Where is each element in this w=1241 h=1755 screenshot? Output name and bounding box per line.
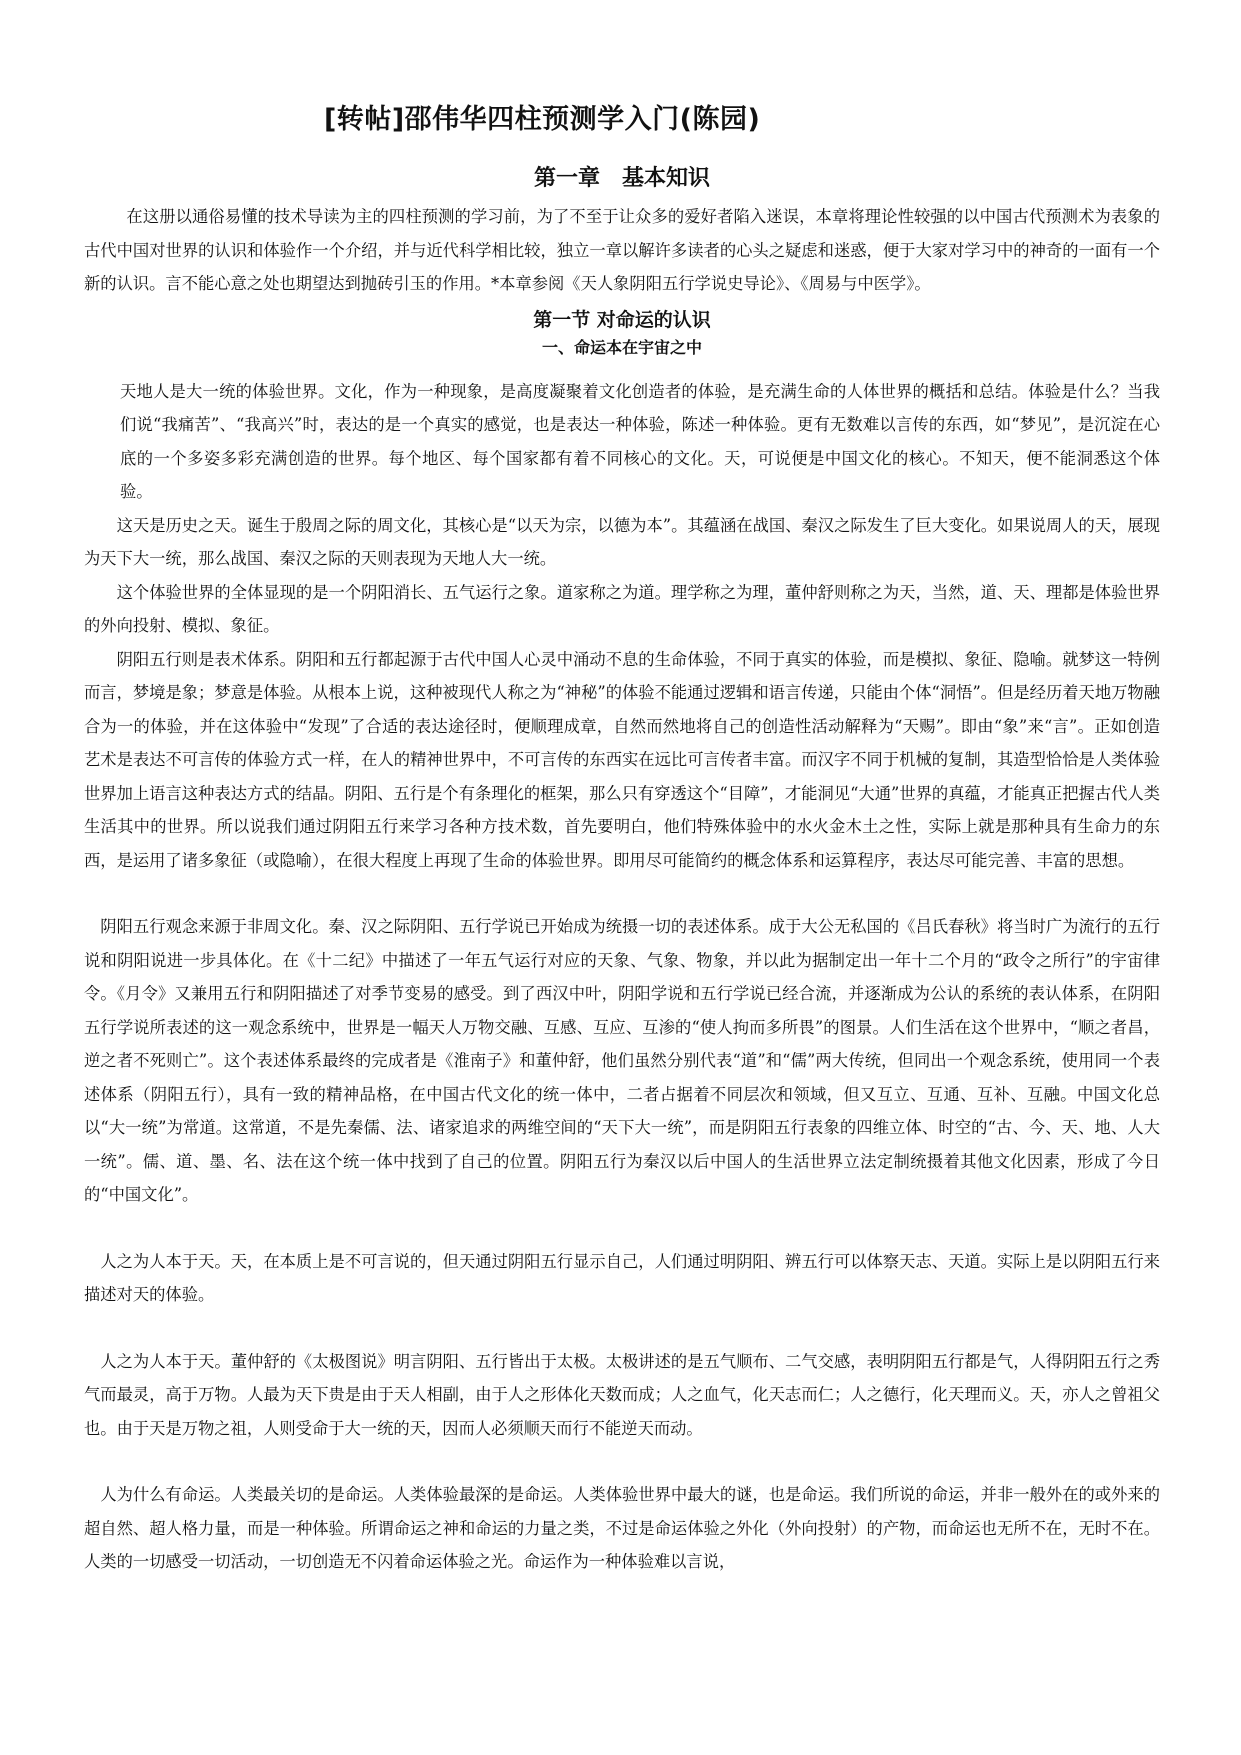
- section-title: 第一节 对命运的认识: [533, 308, 711, 331]
- subsection-title: 一、命运本在宇宙之中: [541, 337, 702, 357]
- document-title: [转帖]邵伟华四柱预测学入门(陈园): [324, 104, 761, 135]
- paragraph: 阴阳五行观念来源于非周文化。秦、汉之际阴阳、五行学说已开始成为统摄一切的表述体系。成于大公无私国的《吕氏春秋》将当时广为流行的五行说和阴阳说进一步具体化。在《十二纪》中描述了一年五气运行对应的天象、气象、物象，并以此为据制定出一年十二个月的“政令之所行”的宇宙律令。《月令》又兼用五行和阴阳描述了对季节变易的感受。到了西汉中叶，阴阳学说和五行学说已经合流，并逐渐成为公认的系统的表认体系，在阴阳五行学说所表述的这一观念系统中，世界是一幅天人万物交融、互感、互应、互渗的“使人拘而多所畏”的图景。人们生活在这个世界中，“顺之者昌，逆之者不死则亡”。这个表述体系最终的完成者是《淮南子》和董仲舒，他们虽然分别代表“道”和“儒”两大传统，但同出一个观念系统，使用同一个表述体系（阴阳五行），具有一致的精神品格，在中国古代文化的统一体中，二者占据着不同层次和领域，但又互立、互通、互补、互融。中国文化总以“大一统”为常道。这常道，不是先秦儒、法、诸家追求的两维空间的“天下大一统”，而是阴阳五行表象的四维立体、时空的“古、今、天、地、人大一统”。儒、道、墨、名、法在这个统一体中找到了自己的位置。阴阳五行为秦汉以后中国人的生活世界立法定制统摄着其他文化因素，形成了今日的“中国文化”。: [84, 917, 1161, 1204]
- paragraph: 天地人是大一统的体验世界。文化，作为一种现象，是高度凝聚着文化创造者的体验，是充满生命的人体世界的概括和总结。体验是什么？当我们说“我痛苦”、“我高兴”时，表达的是一个真实的感觉，也是表达一种体验，陈述一种体验。更有无数难以言传的东西，如“梦见”，是沉淀在心底的一个多姿多彩充满创造的世界。每个地区、每个国家都有着不同核心的文化。天，可说便是中国文化的核心。不知天，便不能洞悉这个体验。: [120, 381, 1160, 501]
- paragraph-gap: [84, 877, 1160, 910]
- intro-paragraph: 在这册以通俗易懂的技术导读为主的四柱预测的学习前，为了不至于让众多的爱好者陷入迷误，本章将理论性较强的以中国古代预测术为表象的古代中国对世界的认识和体验作一个介绍，并与近代科学相比较，独立一章以解许多读者的心头之疑虑和迷惑，便于大家对学习中的神奇的一面有一个新的认识。言不能心意之处也期望达到抛砖引玉的作用。*本章参阅《天人象阴阳五行学说史导论》、《周易与中医学》。: [84, 207, 1160, 293]
- indented-block: [84, 375, 1160, 509]
- paragraph: 人为什么有命运。人类最关切的是命运。人类体验最深的是命运。人类体验世界中最大的谜，也是命运。我们所说的命运，并非一般外在的或外来的超自然、超人格力量，而是一种体验。所谓命运之神和命运的力量之类，不过是命运体验之外化（外向投射）的产物，而命运也无所不在，无时不在。人类的一切感受一切活动，一切创造无不闪着命运体验之光。命运作为一种体验难以言说，: [84, 1485, 1160, 1571]
- paragraph-gap: [84, 1212, 1160, 1245]
- paragraph: 这个体验世界的全体显现的是一个阴阳消长、五气运行之象。道家称之为道。理学称之为理，董仲舒则称之为天，当然，道、天、理都是体验世界的外向投射、模拟、象征。: [84, 582, 1160, 635]
- document-page: [84, 100, 1160, 1579]
- paragraph: 人之为人本于天。天，在本质上是不可言说的，但天通过阴阳五行显示自己，人们通过明阴阳、辨五行可以体察天志、天道。实际上是以阴阳五行来描述对天的体验。: [84, 1251, 1160, 1304]
- paragraph-gap: [84, 1445, 1160, 1478]
- paragraph: 人之为人本于天。董仲舒的《太极图说》明言阴阳、五行皆出于太极。太极讲述的是五气顺布、二气交感，表明阴阳五行都是气，人得阴阳五行之秀气而最灵，高于万物。人最为天下贵是由于天人相副，由于人之形体化天数而成；人之血气，化天志而仁；人之德行，化天理而义。天，亦人之曾祖父也。由于天是万物之祖，人则受命于大一统的天，因而人必须顺天而行不能逆天而动。: [84, 1351, 1160, 1438]
- chapter-title: 第一章 基本知识: [533, 166, 710, 191]
- paragraph: 阴阳五行则是表术体系。阴阳和五行都起源于古代中国人心灵中涌动不息的生命体验，不同于真实的体验，而是模拟、象征、隐喻。就梦这一特例而言，梦境是象；梦意是体验。从根本上说，这种被现代人称之为“神秘”的体验不能通过逻辑和语言传递，只能由个体“洞悟”。但是经历着天地万物融合为一的体验，并在这体验中“发现”了合适的表达途径时，便顺理成章，自然而然地将自己的创造性活动解释为“天赐”。即由“象”来“言”。正如创造艺术是表达不可言传的体验方式一样，在人的精神世界中，不可言传的东西实在远比可言传者丰富。而汉字不同于机械的复制，其造型恰恰是人类体验世界加上语言这种表达方式的结晶。阴阳、五行是个有条理化的框架，那么只有穿透这个“目障”，才能洞见“大通”世界的真蕴，才能真正把握古代人类生活其中的世界。所以说我们通过阴阳五行来学习各种方技术数，首先要明白，他们特殊体验中的水火金木土之性，实际上就是那种具有生命力的东西，是运用了诸多象征（或隐喻），在很大程度上再现了生命的体验世界。即用尽可能简约的概念体系和运算程序，表达尽可能完善、丰富的思想。: [84, 649, 1160, 870]
- paragraph: 这天是历史之天。诞生于殷周之际的周文化，其核心是“以天为宗，以德为本”。其蕴涵在战国、秦汉之际发生了巨大变化。如果说周人的天，展现为天下大一统，那么战国、秦汉之际的天则表现为天地人大一统。: [84, 515, 1160, 568]
- paragraph-gap: [84, 1312, 1160, 1345]
